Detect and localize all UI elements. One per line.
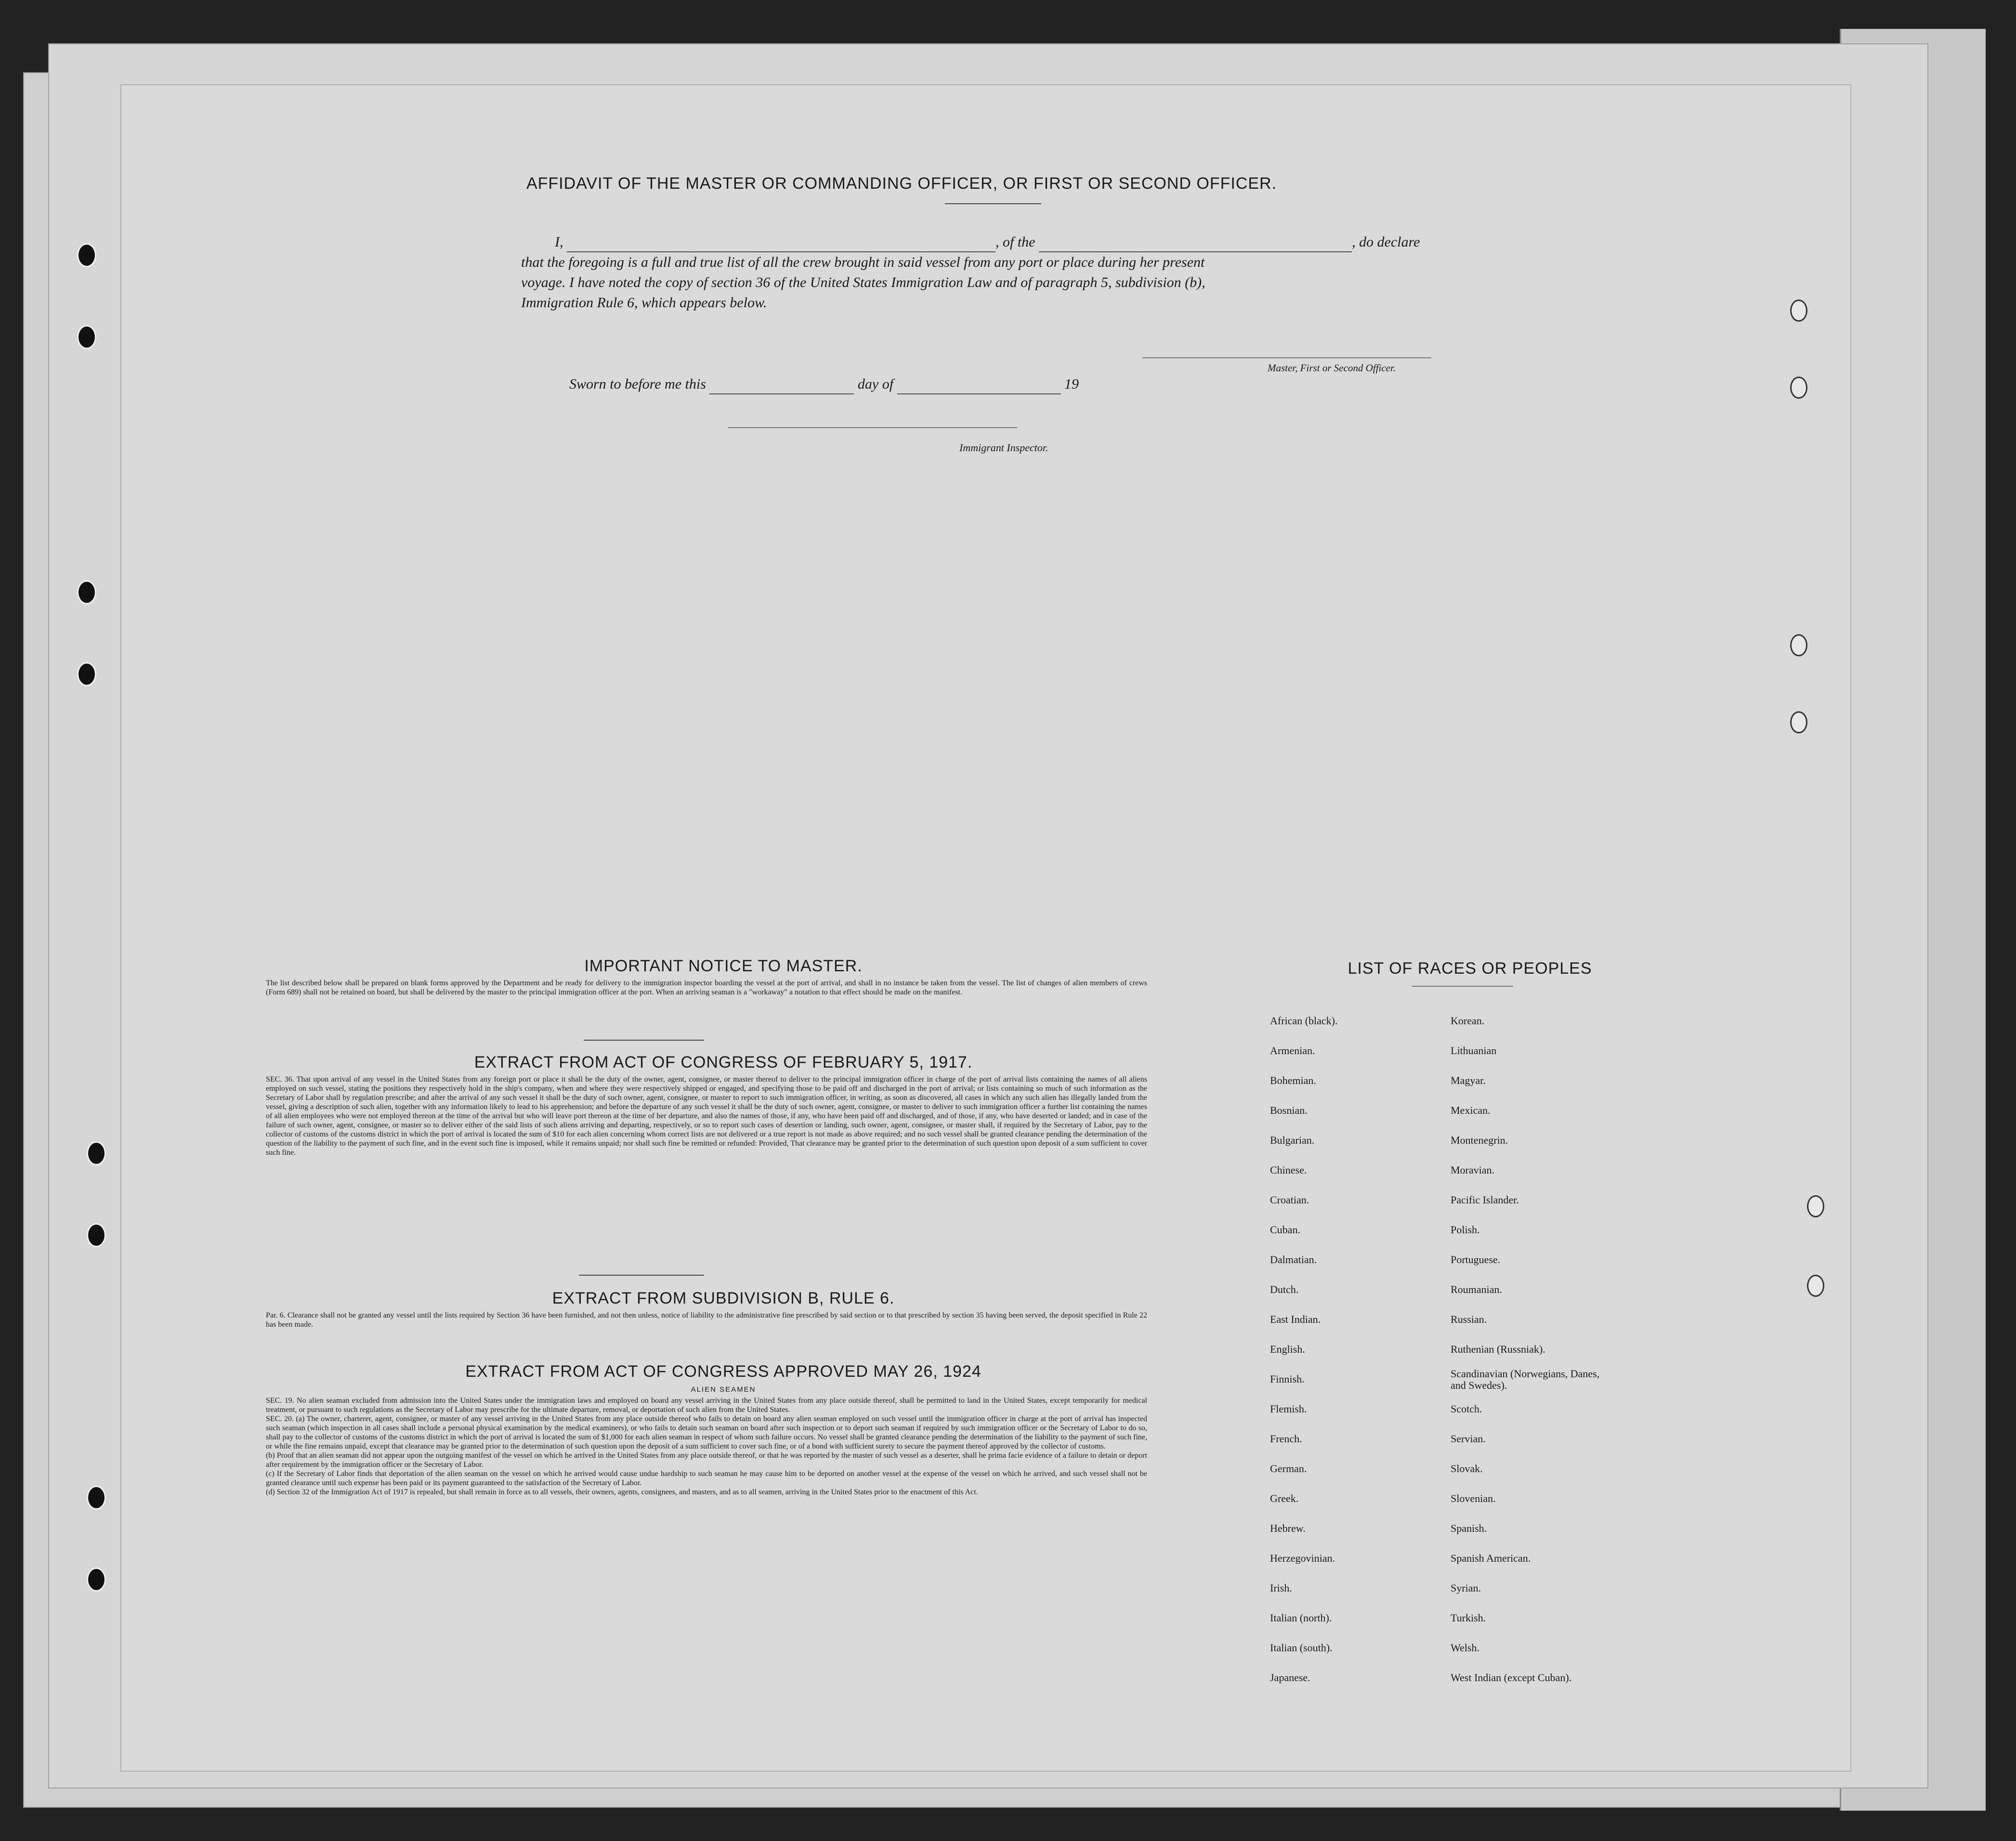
punch-hole xyxy=(77,243,96,267)
race-item: Portuguese. xyxy=(1451,1253,1501,1266)
punch-hole xyxy=(77,580,96,604)
race-item: Spanish American. xyxy=(1451,1552,1531,1564)
punch-hole xyxy=(87,1567,106,1592)
race-item: German. xyxy=(1270,1462,1307,1475)
punch-hole xyxy=(1790,711,1807,733)
year-prefix: 19 xyxy=(1064,376,1079,392)
divider xyxy=(1412,986,1513,987)
extract-1924-title: EXTRACT FROM ACT OF CONGRESS APPROVED MAY 26, 1924 xyxy=(465,1362,982,1381)
extract-1917-title: EXTRACT FROM ACT OF CONGRESS OF FEBRUARY 5, 1917. xyxy=(474,1053,973,1071)
signature-line[interactable] xyxy=(1142,357,1431,358)
race-item: Bosnian. xyxy=(1270,1104,1308,1116)
extract-rule6-body: Par. 6. Clearance shall not be granted any vessel until the lists required by Section 36 have been furnished, and not then unless, notice of liability to the administrative fine prescribed by said section or to that prescribed by section 35 having been served, the deposit specified in Rule 22 has been made. xyxy=(266,1311,1147,1329)
races-title: LIST OF RACES OR PEOPLES xyxy=(1348,959,1592,978)
affidavit-of-the: , of the xyxy=(995,234,1035,250)
race-item: Pacific Islander. xyxy=(1451,1194,1519,1206)
race-item: East Indian. xyxy=(1270,1313,1321,1325)
name-blank[interactable] xyxy=(567,237,995,252)
race-item: Chinese. xyxy=(1270,1164,1307,1176)
race-item: Montenegrin. xyxy=(1451,1134,1508,1146)
affidavit-line-4: Immigration Rule 6, which appears below. xyxy=(521,295,767,311)
notice-body: The list described below shall be prepared on blank forms approved by the Department and be ready for delivery to the immigration inspector boarding the vessel at the port of arrival, and shall in no instance be taken from the vessel. The list of changes of alien members of crews (Form 689) shall not be retained on board, but shall be delivered by the master to the principal immigration officer at the port. When an arriving seaman is a "workaway" a notation to that effect should be made on the manifest. xyxy=(266,979,1147,996)
race-item: Mexican. xyxy=(1451,1104,1491,1116)
race-item: French. xyxy=(1270,1433,1302,1445)
divider xyxy=(579,1275,704,1276)
race-item: Spanish. xyxy=(1451,1522,1487,1534)
sworn-line xyxy=(569,374,1079,394)
race-item: Roumanian. xyxy=(1451,1283,1502,1295)
extract-rule6-title: EXTRACT FROM SUBDIVISION B, RULE 6. xyxy=(552,1289,895,1307)
section-20b: (b) Proof that an alien seaman did not appear upon the outgoing manifest of the vessel on which he arrived in the United States from any place outside thereof, or that he was reported by the master of such vessel as a deserter, shall be prima facie evidence of a failure to detain or deport after requirement by the immigration officer or the Secretary of Labor. xyxy=(266,1451,1147,1469)
race-item: Servian. xyxy=(1451,1433,1486,1445)
punch-hole xyxy=(87,1486,106,1510)
divider xyxy=(945,203,1041,204)
race-item: Slovenian. xyxy=(1451,1492,1496,1504)
punch-hole xyxy=(1807,1275,1824,1297)
race-item: Cuban. xyxy=(1270,1224,1300,1236)
race-item: Syrian. xyxy=(1451,1582,1481,1594)
race-item: Italian (south). xyxy=(1270,1642,1333,1654)
race-item: Slovak. xyxy=(1451,1462,1483,1475)
notice-title: IMPORTANT NOTICE TO MASTER. xyxy=(584,957,863,975)
race-item: Finnish. xyxy=(1270,1373,1305,1385)
race-item: Moravian. xyxy=(1451,1164,1495,1176)
day-blank[interactable] xyxy=(709,379,854,394)
race-item: Hebrew. xyxy=(1270,1522,1306,1534)
affidavit-declare: , do declare xyxy=(1352,234,1420,250)
race-item: Armenian. xyxy=(1270,1045,1315,1057)
month-blank[interactable] xyxy=(897,379,1061,394)
vessel-blank[interactable] xyxy=(1039,237,1352,252)
race-item: Scotch. xyxy=(1451,1403,1482,1415)
race-item: Japanese. xyxy=(1270,1671,1310,1684)
race-item: Scandinavian (Norwegians, Danes, and Swedes). xyxy=(1451,1368,1600,1391)
extract-1924-body xyxy=(266,1396,1147,1497)
race-item: Herzegovinian. xyxy=(1270,1552,1335,1564)
punch-hole xyxy=(1790,634,1807,656)
affidavit-line-2: that the foregoing is a full and true list of all the crew brought in said vessel from any port or place during her present xyxy=(521,254,1205,270)
extract-1924-subtitle: ALIEN SEAMEN xyxy=(691,1385,756,1394)
race-item: Dalmatian. xyxy=(1270,1253,1317,1266)
section-20c: (c) If the Secretary of Labor finds that deportation of the alien seaman on the vessel on which he arrived would cause undue hardship to such seaman he may cause him to be deported on another vessel at the expense of the vessel on which he arrived, and such vessel shall not be granted clearance until such expense has been paid or its payment guaranteed to the satisfaction of the Secretary of Labor. xyxy=(266,1470,1147,1487)
extract-1917-body: SEC. 36. That upon arrival of any vessel in the United States from any foreign port or place it shall be the duty of the owner, agent, consignee, or master thereof to deliver to the principal immigration officer in charge of the port of arrival lists containing the names of all aliens employed on such vessel, stating the positions they respectively hold in the ship's company, when and where they were respectively shipped or engaged, and specifying those to be paid off and discharged in the port of arrival; or lists containing so much of such information as the Secretary of Labor shall by regulation prescribe; and after the arrival of any such vessel it shall be the duty of such owner, agent, consignee, or master to report to such immigration officer, in writing, as soon as discovered, all cases in which any such alien has illegally landed from the vessel, giving a description of such alien, together with any information likely to lead to his apprehension; and before the departure of any such vessel it shall be the duty of such owner, agent, consignee, or master to deliver to such immigration officer a further list containing the names of all alien employees who were not employed thereon at the time of the arrival but who will leave port thereon at the time of her departure, and also the names of those, if any, who have been paid off and discharged, and of those, if any, who have deserted or landed; and in case of the failure of such owner, agent, consignee, or master so to deliver either of the said lists of such aliens arriving and departing, respectively, or so to report such cases of desertion or landing, such owner, agent, consignee, or master shall, if required by the Secretary of Labor, pay to the collector of customs of the customs district in which the port of arrival is located the sum of $10 for each alien concerning whom correct lists are not delivered or a true report is not made as above required; and no such vessel shall be granted clearance pending the determination of the question of the liability to the payment of such fine, and in the event such fine is imposed, while it remains unpaid; nor shall such fine be remitted or refunded: Provided, That clearance may be granted prior to the determination of such question upon deposit of a sum sufficient to cover such fine. xyxy=(266,1075,1147,1157)
race-item: Dutch. xyxy=(1270,1283,1299,1295)
punch-hole xyxy=(77,662,96,686)
punch-hole xyxy=(77,325,96,349)
race-item: West Indian (except Cuban). xyxy=(1451,1671,1572,1684)
divider xyxy=(584,1040,704,1041)
race-item: Croatian. xyxy=(1270,1194,1309,1206)
punch-hole xyxy=(87,1223,106,1247)
affidavit-page xyxy=(120,84,1851,1772)
affidavit-title: AFFIDAVIT OF THE MASTER OR COMMANDING OFFICER, OR FIRST OR SECOND OFFICER. xyxy=(526,174,1277,193)
race-item: Lithuanian xyxy=(1451,1045,1497,1057)
race-item: Polish. xyxy=(1451,1224,1480,1236)
signature-label: Master, First or Second Officer. xyxy=(1268,362,1396,374)
sworn-text: Sworn to before me this xyxy=(569,376,706,392)
day-of-text: day of xyxy=(857,376,894,392)
punch-hole xyxy=(1790,377,1807,399)
race-item: Italian (north). xyxy=(1270,1612,1332,1624)
race-item: Turkish. xyxy=(1451,1612,1486,1624)
inspector-signature-line[interactable] xyxy=(728,427,1017,428)
race-item: African (black). xyxy=(1270,1015,1338,1027)
affidavit-line-3: voyage. I have noted the copy of section 36 of the United States Immigration Law and of paragraph 5, subdivision (b), xyxy=(521,274,1205,290)
punch-hole xyxy=(1790,300,1807,322)
race-item: Welsh. xyxy=(1451,1642,1479,1654)
race-item: Russian. xyxy=(1451,1313,1487,1325)
race-item: Greek. xyxy=(1270,1492,1299,1504)
race-item: Magyar. xyxy=(1451,1074,1486,1086)
section-19: SEC. 19. No alien seaman excluded from admission into the United States under the immigration laws and employed on board any vessel arriving in the United States from any place outside thereof, shall be permitted to land in the United States, except temporarily for medical treatment, or pursuant to such regulations as the Secretary of Labor may prescribe for the ultimate departure, removal, or deportation of such alien from the United States. xyxy=(266,1397,1147,1414)
race-item: Bulgarian. xyxy=(1270,1134,1315,1146)
race-item: Bohemian. xyxy=(1270,1074,1316,1086)
race-item: English. xyxy=(1270,1343,1305,1355)
race-item: Flemish. xyxy=(1270,1403,1307,1415)
affidavit-declaration xyxy=(521,232,1605,313)
section-20d: (d) Section 32 of the Immigration Act of 1917 is repealed, but shall remain in force as to all vessels, their owners, agents, consignees, and masters, and as to all seamen, arriving in the United States prior to the enactment of this Act. xyxy=(266,1488,978,1496)
race-item: Korean. xyxy=(1451,1015,1485,1027)
section-20a: SEC. 20. (a) The owner, charterer, agent, consignee, or master of any vessel arriving in the United States from any place outside thereof who fails to detain on board any alien seaman employed on such vessel until the immigration officer in charge at the port of arrival has inspected such seaman (which inspection in all cases shall include a personal physical examination by the medical examiners), or who fails to detain such seaman on board after such inspection or to deport such seaman if required by such immigration officer or the Secretary of Labor to do so, shall pay to the collector of customs of the customs district in which the port of arrival is located the sum of $1,000 for each alien seaman in respect of whom such failure occurs. No vessel shall be granted clearance pending the determination of the liability to the payment of such fine, or while the fine remains unpaid, except that clearance may be granted prior to the determination of such question upon the deposit of a sum sufficient to cover such fine, or of a bond with sufficient surety to secure the payment thereof approved by the collector of customs. xyxy=(266,1415,1147,1450)
affidavit-i: I, xyxy=(555,234,563,250)
punch-hole xyxy=(87,1141,106,1165)
punch-hole xyxy=(1807,1195,1824,1217)
inspector-label: Immigrant Inspector. xyxy=(959,442,1048,454)
race-item: Irish. xyxy=(1270,1582,1292,1594)
race-item: Ruthenian (Russniak). xyxy=(1451,1343,1545,1355)
